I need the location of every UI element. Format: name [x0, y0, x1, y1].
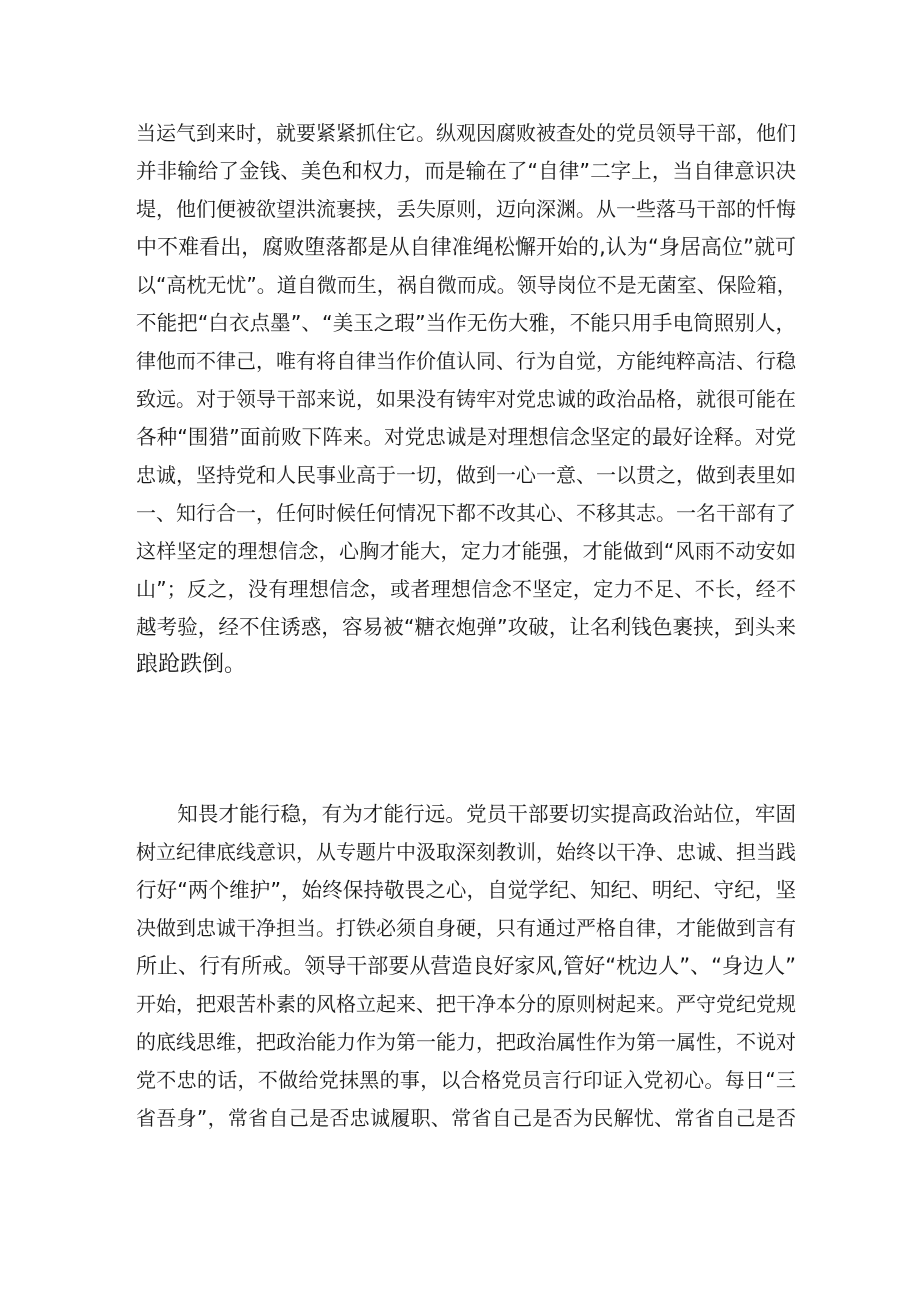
- text-line: 越考验，经不住诱惑，容易被“糖衣炮弹”攻破，让名利钱色裹挟，到头来: [136, 615, 796, 639]
- text-line: 致远。对于领导干部来说，如果没有铸牢对党忠诚的政治品格，就很可能在: [136, 387, 796, 411]
- text-line: 的底线思维，把政治能力作为第一能力，把政治属性作为第一属性，不说对: [136, 1030, 796, 1054]
- text-line: 决做到忠诚干净担当。打铁必须自身硬，只有通过严格自律，才能做到言有: [136, 916, 796, 940]
- paragraph-1: [136, 114, 796, 684]
- text-line: 并非输给了金钱、美色和权力，而是输在了“自律”二字上，当自律意识决: [136, 159, 796, 183]
- text-line: 所止、行有所戒。领导干部要从营造良好家风,管好“枕边人”、“身边人”: [136, 954, 796, 978]
- text-line: 省吾身”，常省自己是否忠诚履职、常省自己是否为民解忧、常省自己是否: [136, 1106, 796, 1130]
- text-line: 忠诚，坚持党和人民事业高于一切，做到一心一意、一以贯之，做到表里如: [136, 463, 796, 487]
- text-line: 知畏才能行稳，有为才能行远。党员干部要切实提高政治站位，牢固: [136, 802, 796, 826]
- text-line: 行好“两个维护”，始终保持敬畏之心，自觉学纪、知纪、明纪、守纪，坚: [136, 878, 796, 902]
- text-line: 踉跄跌倒。: [136, 652, 247, 677]
- text-line: 中不难看出，腐败堕落都是从自律准绳松懈开始的,认为“身居高位”就可: [136, 235, 796, 259]
- text-line: 这样坚定的理想信念，心胸才能大，定力才能强，才能做到“风雨不动安如: [136, 539, 796, 563]
- text-line: 各种“围猎”面前败下阵来。对党忠诚是对理想信念坚定的最好诠释。对党: [136, 425, 796, 449]
- text-line: 一、知行合一，任何时候任何情况下都不改其心、不移其志。一名干部有了: [136, 501, 796, 525]
- text-line: 律他而不律己，唯有将自律当作价值认同、行为自觉，方能纯粹高洁、行稳: [136, 349, 796, 373]
- text-line: 当运气到来时，就要紧紧抓住它。纵观因腐败被查处的党员领导干部，他们: [136, 121, 796, 145]
- text-line: 山”；反之，没有理想信念，或者理想信念不坚定，定力不足、不长，经不: [136, 577, 796, 601]
- paragraph-2: [136, 795, 796, 1137]
- text-line: 堤，他们便被欲望洪流裹挟，丢失原则，迈向深渊。从一些落马干部的忏悔: [136, 197, 796, 221]
- text-line: 党不忠的话，不做给党抹黑的事，以合格党员言行印证入党初心。每日“三: [136, 1068, 796, 1092]
- text-line: 开始，把艰苦朴素的风格立起来、把干净本分的原则树起来。严守党纪党规: [136, 992, 796, 1016]
- text-line: 以“高枕无忧”。道自微而生，祸自微而成。领导岗位不是无菌室、保险箱，: [136, 273, 797, 297]
- text-line: 不能把“白衣点墨”、“美玉之瑕”当作无伤大雅，不能只用手电筒照别人，: [136, 311, 796, 335]
- text-line: 树立纪律底线意识，从专题片中汲取深刻教训，始终以干净、忠诚、担当践: [136, 840, 796, 864]
